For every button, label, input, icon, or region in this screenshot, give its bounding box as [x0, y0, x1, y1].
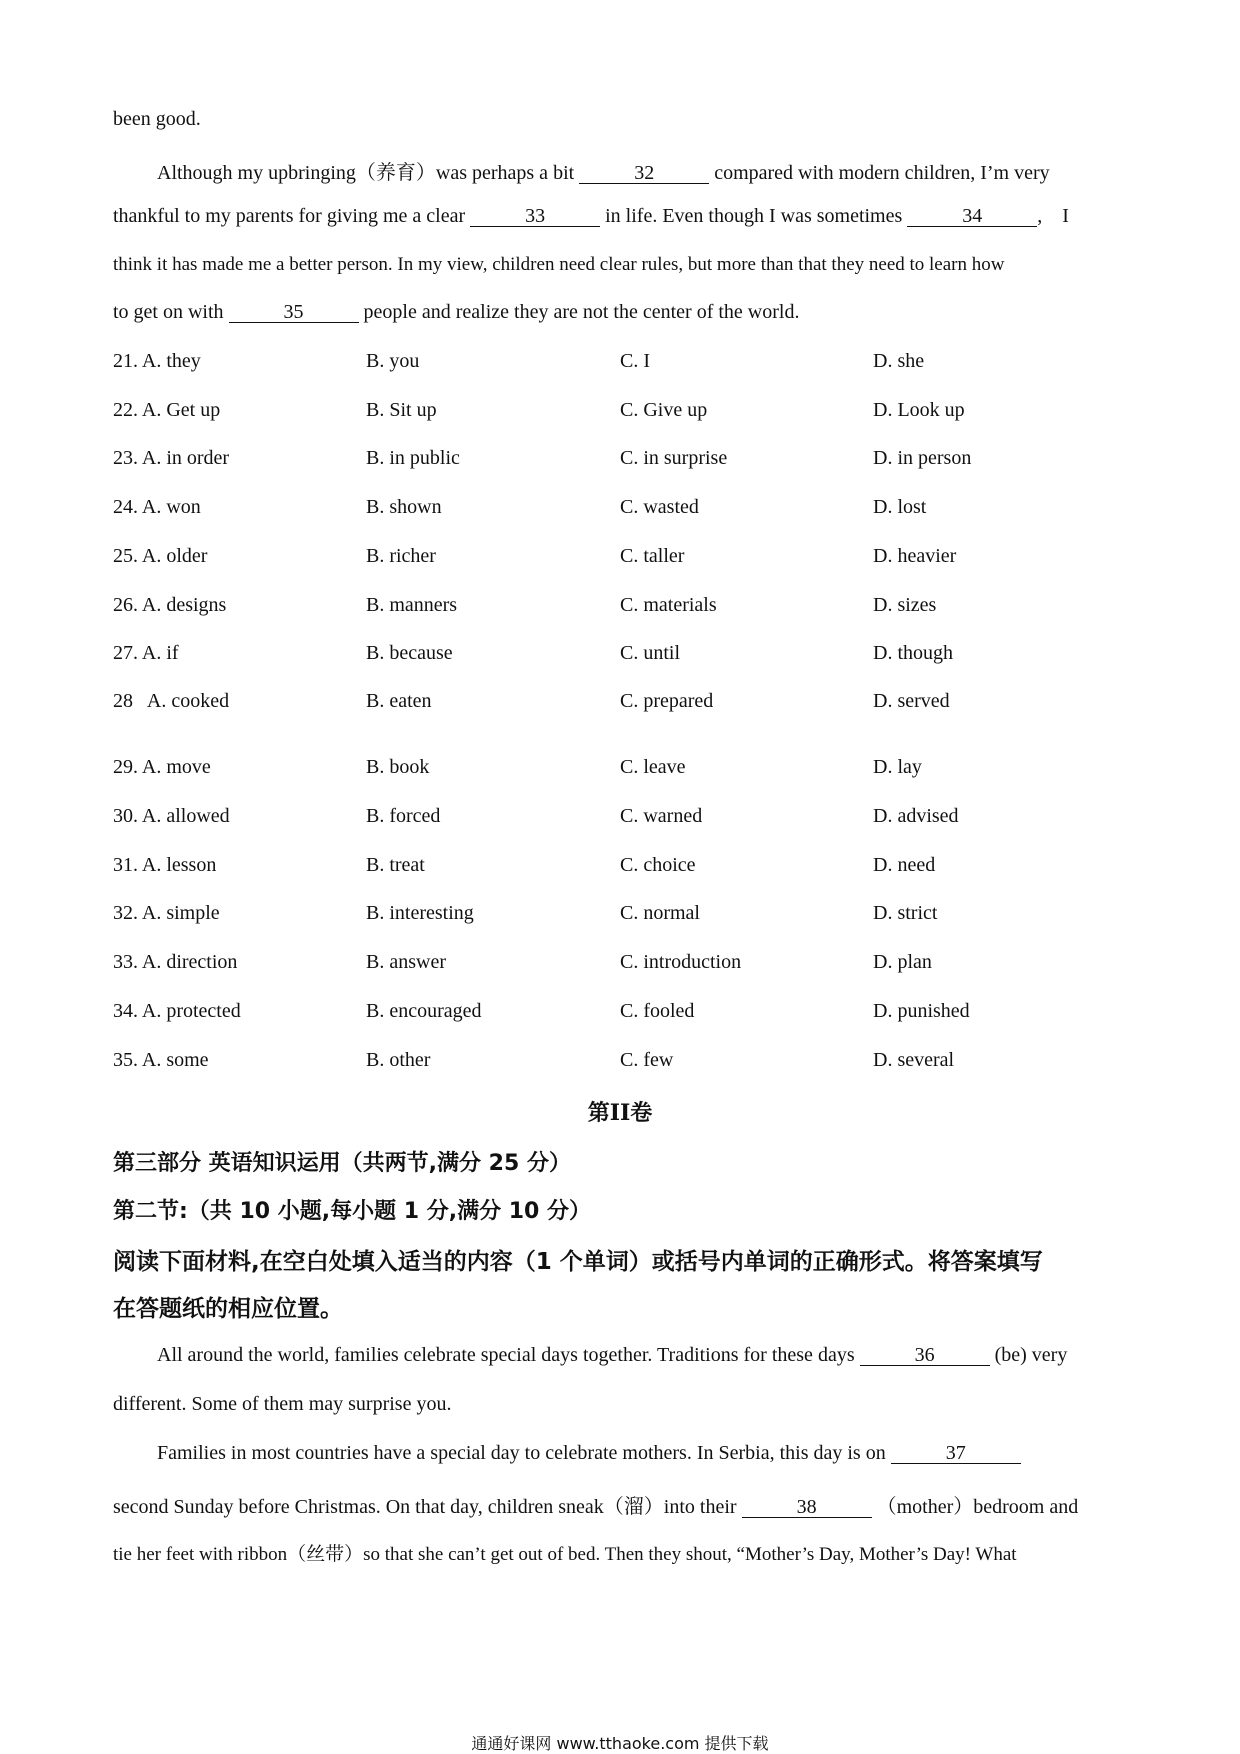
option-c: C. few — [620, 1049, 674, 1071]
option-b: B. interesting — [366, 902, 474, 924]
question-row — [0, 447, 1240, 477]
option-a: 22. A. Get up — [113, 399, 221, 421]
option-a: 28 A. cooked — [113, 690, 230, 712]
option-a: 24. A. won — [113, 496, 201, 518]
volume-title: 第II卷 — [587, 1100, 653, 1126]
passage-text: (be) very — [994, 1344, 1068, 1366]
option-b: B. eaten — [366, 690, 432, 712]
option-b: B. shown — [366, 496, 442, 518]
passage-text: to get on with — [113, 301, 224, 323]
footer-credit: 通通好课网 www.tthaoke.com 提供下载 — [471, 1734, 769, 1753]
option-b: B. forced — [366, 805, 441, 827]
option-b: B. because — [366, 642, 453, 664]
option-b: B. richer — [366, 545, 436, 567]
question-row — [0, 805, 1240, 835]
option-d: D. several — [873, 1049, 955, 1071]
passage-text: , I — [1037, 205, 1069, 227]
option-c: C. introduction — [620, 951, 742, 973]
option-b: B. book — [366, 756, 430, 778]
passage-line — [113, 1539, 1017, 1566]
passage-line — [113, 253, 1004, 276]
passage-text: Families in most countries have a special day to celebrate mothers. In Serbia, this day is on — [157, 1442, 886, 1464]
passage-line — [157, 1442, 1021, 1465]
option-a: 25. A. older — [113, 545, 208, 567]
option-a: 34. A. protected — [113, 1000, 241, 1022]
option-a: 27. A. if — [113, 642, 179, 664]
option-d: D. plan — [873, 951, 932, 973]
passage-line — [113, 1490, 1078, 1519]
option-c: C. leave — [620, 756, 686, 778]
question-row — [0, 951, 1240, 981]
option-a: 35. A. some — [113, 1049, 209, 1071]
question-row — [0, 1000, 1240, 1030]
passage-text: （mother）bedroom and — [876, 1496, 1079, 1518]
answer-blank-37: 37 — [891, 1443, 1021, 1464]
option-c: C. Give up — [620, 399, 708, 421]
option-d: D. punished — [873, 1000, 970, 1022]
option-b: B. in public — [366, 447, 460, 469]
passage-line — [157, 1344, 1067, 1367]
option-d: D. need — [873, 854, 936, 876]
instruction-line: 阅读下面材料,在空白处填入适当的内容（1 个单词）或括号内单词的正确形式。将答案填写 — [113, 1249, 1043, 1275]
question-row — [0, 756, 1240, 786]
answer-blank-38: 38 — [742, 1497, 872, 1518]
passage-text: Although my upbringing（养育）was perhaps a bit — [157, 162, 575, 184]
option-d: D. sizes — [873, 594, 937, 616]
question-row — [0, 594, 1240, 624]
passage-text: All around the world, families celebrate special days together. Traditions for these days — [157, 1344, 855, 1366]
option-a: 21. A. they — [113, 350, 201, 372]
passage-text: compared with modern children, I’m very — [714, 162, 1050, 184]
passage-line — [157, 156, 1050, 185]
passage-line — [113, 108, 201, 131]
passage-text: tie her feet with ribbon（丝带）so that she can’t get out of bed. Then they shout, “Mother’s Day, Mother’s Day! What — [113, 1544, 1017, 1565]
passage-line — [113, 1393, 451, 1416]
question-row — [0, 399, 1240, 429]
option-a: 32. A. simple — [113, 902, 220, 924]
option-b: B. other — [366, 1049, 431, 1071]
option-c: C. in surprise — [620, 447, 728, 469]
option-b: B. treat — [366, 854, 425, 876]
option-d: D. strict — [873, 902, 938, 924]
option-d: D. heavier — [873, 545, 957, 567]
option-a: 23. A. in order — [113, 447, 230, 469]
passage-text: different. Some of them may surprise you. — [113, 1393, 452, 1415]
option-c: C. I — [620, 350, 650, 372]
question-row — [0, 902, 1240, 932]
option-d: D. she — [873, 350, 925, 372]
option-a: 33. A. direction — [113, 951, 238, 973]
question-row — [0, 854, 1240, 884]
option-d: D. though — [873, 642, 953, 664]
passage-text: thankful to my parents for giving me a clear — [113, 205, 466, 227]
option-d: D. lay — [873, 756, 922, 778]
answer-blank-34: 34 — [907, 206, 1037, 227]
option-c: C. choice — [620, 854, 696, 876]
option-b: B. you — [366, 350, 420, 372]
option-c: C. wasted — [620, 496, 699, 518]
question-row — [0, 642, 1240, 672]
instruction-line: 在答题纸的相应位置。 — [113, 1296, 343, 1322]
question-row — [0, 545, 1240, 575]
option-d: D. served — [873, 690, 950, 712]
answer-blank-32: 32 — [579, 163, 709, 184]
passage-text: been good. — [113, 108, 201, 130]
option-a: 30. A. allowed — [113, 805, 230, 827]
option-d: D. advised — [873, 805, 959, 827]
option-a: 26. A. designs — [113, 594, 227, 616]
answer-blank-35: 35 — [229, 302, 359, 323]
option-b: B. encouraged — [366, 1000, 482, 1022]
passage-text: think it has made me a better person. In my view, children need clear rules, but more than that they need to learn how — [113, 254, 1005, 275]
passage-line — [113, 205, 1069, 228]
option-a: 29. A. move — [113, 756, 211, 778]
option-c: C. fooled — [620, 1000, 695, 1022]
part-title: 第三部分 英语知识运用（共两节,满分 25 分） — [113, 1151, 571, 1176]
option-d: D. in person — [873, 447, 972, 469]
option-d: D. lost — [873, 496, 927, 518]
option-a: 31. A. lesson — [113, 854, 217, 876]
option-b: B. Sit up — [366, 399, 437, 421]
option-c: C. until — [620, 642, 681, 664]
option-d: D. Look up — [873, 399, 965, 421]
option-b: B. manners — [366, 594, 458, 616]
option-c: C. warned — [620, 805, 703, 827]
question-row — [0, 350, 1240, 380]
option-b: B. answer — [366, 951, 446, 973]
subsection-title: 第二节:（共 10 小题,每小题 1 分,满分 10 分） — [113, 1199, 592, 1224]
answer-blank-36: 36 — [860, 1345, 990, 1366]
passage-text: in life. Even though I was sometimes — [605, 205, 903, 227]
option-c: C. normal — [620, 902, 700, 924]
passage-line — [113, 301, 799, 324]
passage-text: second Sunday before Christmas. On that day, children sneak（溜）into their — [113, 1496, 737, 1518]
option-c: C. prepared — [620, 690, 714, 712]
answer-blank-33: 33 — [470, 206, 600, 227]
option-c: C. materials — [620, 594, 717, 616]
passage-text: people and realize they are not the center of the world. — [363, 301, 800, 323]
question-row — [0, 690, 1240, 720]
option-c: C. taller — [620, 545, 685, 567]
question-row — [0, 496, 1240, 526]
question-row — [0, 1049, 1240, 1079]
